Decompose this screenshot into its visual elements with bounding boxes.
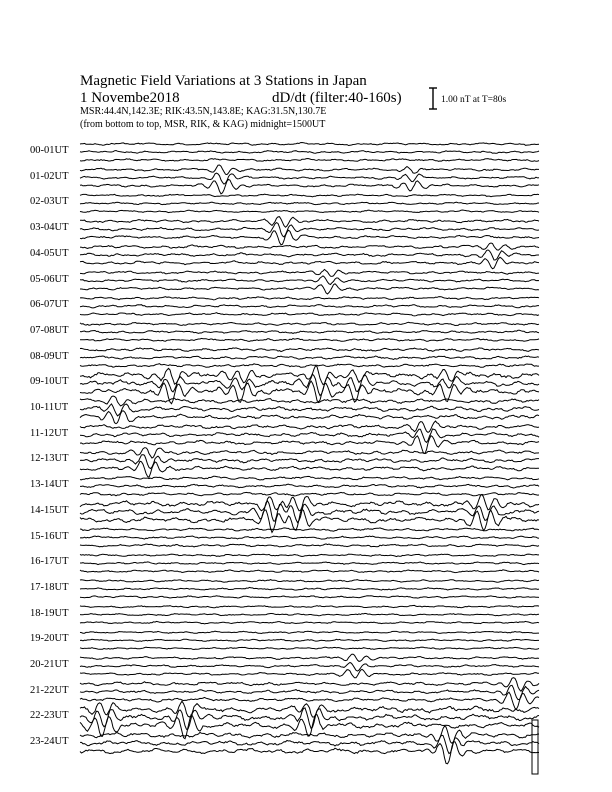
trace-kag: [80, 230, 539, 245]
hour-label: 11-12UT: [30, 427, 69, 439]
trace-kag: [80, 669, 539, 677]
trace-msr: [80, 605, 539, 607]
trace-kag: [80, 364, 539, 368]
station-order-note: (from bottom to top, MSR, RIK, & KAG) midnight=1500UT: [80, 119, 326, 130]
trace-rik: [80, 223, 539, 237]
hour-label: 01-02UT: [30, 170, 69, 182]
chart-date: 1 Novembe2018: [80, 90, 180, 106]
trace-msr: [80, 322, 539, 325]
hour-label: 06-07UT: [30, 299, 69, 311]
trace-rik: [80, 404, 539, 416]
chart-title: Magnetic Field Variations at 3 Stations in Japan: [80, 73, 367, 89]
hour-label: 05-06UT: [30, 273, 69, 285]
trace-msr: [80, 528, 539, 531]
hour-label: 03-04UT: [30, 222, 69, 234]
trace-kag: [80, 284, 539, 294]
hour-label: 04-05UT: [30, 247, 69, 259]
trace-rik: [80, 429, 539, 442]
trace-kag: [80, 411, 539, 424]
trace-msr: [80, 269, 539, 276]
trace-msr: [80, 448, 539, 458]
hour-label: 19-20UT: [30, 633, 69, 645]
trace-kag: [80, 159, 539, 162]
trace-kag: [80, 210, 539, 213]
trace-kag: [80, 692, 539, 709]
scale-bar-label: 1.00 nT at T=80s: [441, 95, 507, 105]
trace-rik: [80, 250, 539, 260]
trace-msr: [80, 678, 539, 692]
trace-rik: [80, 708, 539, 729]
trace-rik: [80, 484, 539, 488]
trace-kag: [80, 596, 539, 598]
trace-msr: [80, 165, 539, 175]
trace-kag: [80, 461, 539, 477]
hour-label: 10-11UT: [30, 402, 69, 413]
trace-msr: [80, 396, 539, 406]
hour-label: 12-13UT: [30, 453, 69, 465]
trace-msr: [80, 631, 539, 633]
trace-msr: [80, 143, 539, 146]
end-marker: [532, 720, 538, 774]
hour-label: 16-17UT: [30, 556, 69, 568]
trace-kag: [80, 179, 539, 194]
trace-rik: [80, 202, 539, 205]
hour-label: 07-08UT: [30, 324, 69, 336]
trace-msr: [80, 701, 539, 717]
trace-kag: [80, 570, 539, 573]
hour-label: 14-15UT: [30, 504, 69, 516]
chart-filter: dD/dt (filter:40-160s): [272, 90, 402, 106]
hour-label: 23-24UT: [30, 736, 69, 748]
trace-group: [80, 143, 539, 775]
trace-rik: [80, 639, 539, 641]
trace-rik: [80, 536, 539, 539]
trace-rik: [80, 173, 539, 184]
trace-kag: [80, 647, 539, 649]
trace-rik: [80, 663, 539, 672]
hour-label: 22-23UT: [30, 710, 69, 722]
trace-msr: [80, 348, 539, 352]
trace-rik: [80, 562, 539, 565]
trace-kag: [80, 621, 539, 624]
hour-label: 17-18UT: [30, 581, 69, 593]
station-list: MSR:44.4N,142.3E; RIK:43.5N,143.8E; KAG:31.5N,130.7E: [80, 106, 327, 117]
scale-bar-icon: [429, 88, 437, 109]
hour-label: 00-01UT: [30, 145, 69, 156]
trace-kag: [80, 544, 539, 547]
trace-rik: [80, 613, 539, 615]
trace-msr: [80, 580, 539, 583]
trace-kag: [80, 338, 539, 341]
trace-rik: [80, 276, 539, 285]
trace-rik: [80, 305, 539, 308]
trace-kag: [80, 313, 539, 316]
hour-label: 08-09UT: [30, 350, 69, 362]
trace-rik: [80, 587, 539, 590]
hour-label: 20-21UT: [30, 659, 69, 670]
hour-label: 13-14UT: [30, 479, 69, 491]
hour-label: 18-19UT: [30, 607, 69, 619]
trace-rik: [80, 685, 539, 699]
trace-msr: [80, 243, 539, 250]
hour-label: 02-03UT: [30, 196, 69, 208]
trace-msr: [80, 297, 539, 300]
trace-msr: [80, 194, 539, 197]
trace-msr: [80, 421, 539, 432]
trace-kag: [80, 742, 539, 764]
trace-rik: [80, 151, 539, 154]
trace-msr: [80, 554, 539, 557]
trace-msr: [80, 495, 539, 511]
trace-rik: [80, 356, 539, 360]
hour-label: 21-22UT: [30, 684, 69, 696]
trace-kag: [80, 492, 539, 496]
trace-kag: [80, 257, 539, 269]
trace-msr: [80, 654, 539, 661]
trace-rik: [80, 330, 539, 333]
trace-msr: [80, 726, 539, 743]
trace-msr: [80, 217, 539, 228]
hour-label: 15-16UT: [30, 530, 69, 542]
hour-label: 09-10UT: [30, 376, 69, 388]
